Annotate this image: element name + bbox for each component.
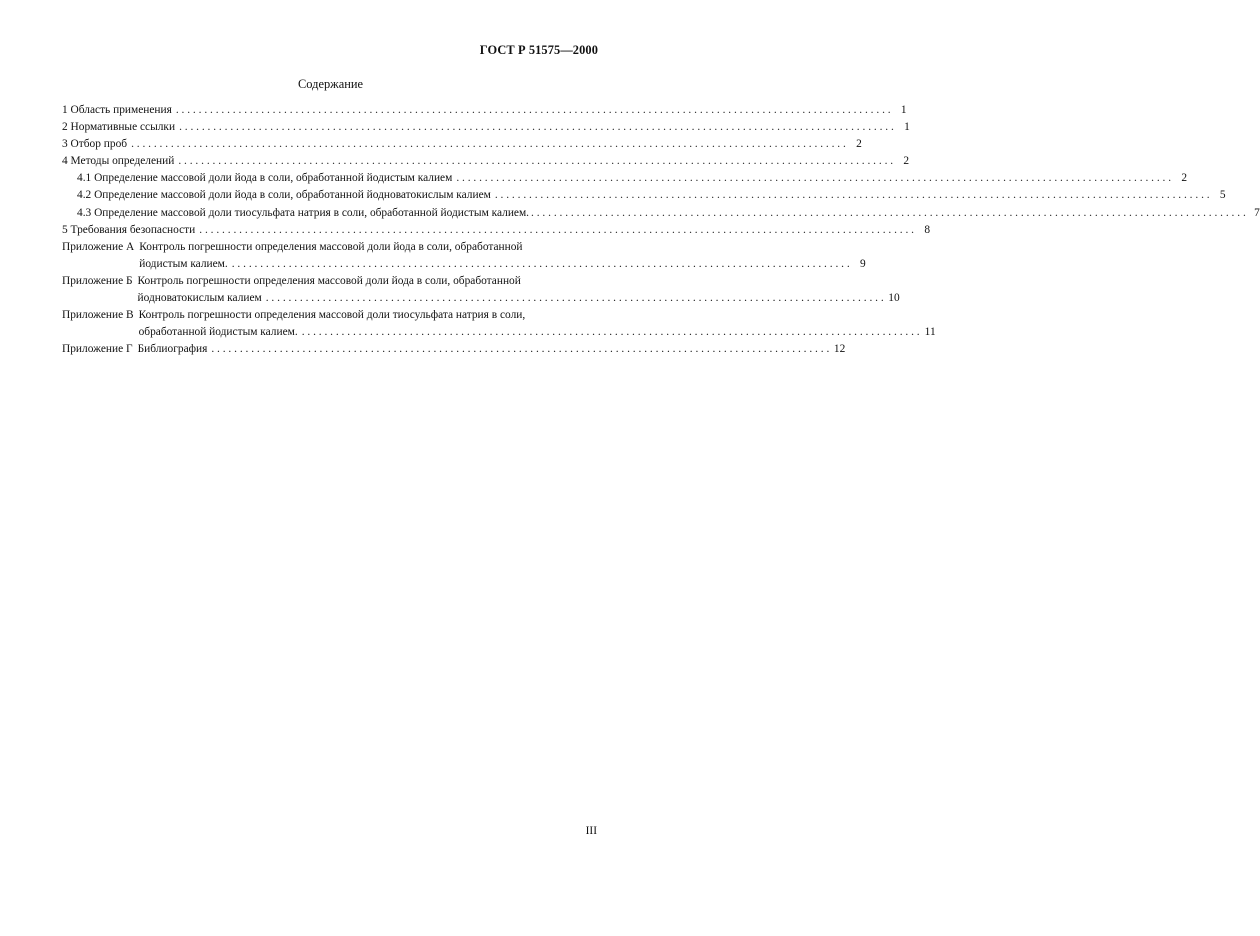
leader-dots xyxy=(211,341,829,358)
toc-appendix-v[interactable] xyxy=(62,307,936,341)
toc-entry-label: 4.3 Определение массовой доли тиосульфата натрия в соли, обработанной йодистым калием. xyxy=(77,206,530,219)
toc-entry-methods[interactable] xyxy=(62,153,910,170)
toc-entry-safety[interactable] xyxy=(62,222,931,239)
leader-dots xyxy=(178,153,893,170)
toc-entry-label: 1 Область применения xyxy=(62,104,172,116)
leader-dots xyxy=(199,222,914,239)
toc-entry-label: 4.2 Определение массовой доли йода в соли, обработанной йодноватокислым калием xyxy=(77,189,491,202)
appendix-title-line: обработанной йодистым калием. xyxy=(138,326,298,339)
toc-entry-label: 5 Требования безопасности xyxy=(62,223,196,236)
toc-entry-page: 2 xyxy=(903,155,910,168)
toc-appendix-g[interactable] xyxy=(62,341,846,358)
toc-entry-sampling[interactable] xyxy=(62,136,862,153)
appendix-title-line: Контроль погрешности определения массовой доли йода в соли, обработанной xyxy=(137,274,521,287)
toc-entry-page: 1 xyxy=(904,121,910,134)
leader-dots xyxy=(131,136,846,153)
toc-entry-4-2[interactable] xyxy=(62,187,1226,204)
toc-heading: Содержание xyxy=(298,77,363,91)
toc-appendix-a[interactable] xyxy=(62,239,866,273)
appendix-title-line: йодноватокислым калием xyxy=(137,292,262,305)
toc-entry-page: 5 xyxy=(1219,189,1226,202)
toc-entry-page: 9 xyxy=(859,257,866,270)
leader-dots xyxy=(531,205,1246,222)
toc-entry-page: 8 xyxy=(924,223,931,236)
leader-dots xyxy=(266,290,884,307)
page-number: III xyxy=(585,825,597,837)
toc-entry-page: 2 xyxy=(1181,172,1188,185)
appendix-title-line: Библиография xyxy=(137,343,208,356)
toc-entry-page: 11 xyxy=(924,326,936,339)
toc-entry-page: 12 xyxy=(833,343,846,356)
toc-entry-4-3[interactable] xyxy=(62,205,1260,222)
leader-dots xyxy=(179,119,894,136)
appendix-title-line: йодистым калием. xyxy=(139,257,228,270)
toc-entry-page: 10 xyxy=(888,292,900,305)
toc-entry-scope[interactable] xyxy=(62,102,907,119)
appendix-label: Приложение В xyxy=(62,309,134,322)
toc-appendix-b[interactable] xyxy=(62,273,900,307)
appendix-title-line: Контроль погрешности определения массовой доли тиосульфата натрия в соли, xyxy=(138,309,526,322)
toc-entry-label: 4 Методы определений xyxy=(62,155,175,168)
leader-dots xyxy=(232,256,850,273)
appendix-label: Приложение Г xyxy=(62,343,133,356)
table-of-contents xyxy=(62,102,1260,358)
toc-entry-label: 2 Нормативные ссылки xyxy=(62,121,176,134)
toc-entry-4-1[interactable] xyxy=(62,170,1188,187)
appendix-title-line: Контроль погрешности определения массовой доли йода в соли, обработанной xyxy=(139,240,523,253)
document-code: ГОСТ Р 51575—2000 xyxy=(479,43,598,57)
toc-entry-page: 2 xyxy=(856,138,862,151)
appendix-label: Приложение Б xyxy=(62,274,133,287)
leader-dots xyxy=(176,102,891,119)
toc-entry-page: 7 xyxy=(1254,206,1260,219)
toc-entry-normative-references[interactable] xyxy=(62,119,910,136)
leader-dots xyxy=(302,324,920,341)
toc-entry-page: 1 xyxy=(900,104,907,116)
toc-entry-label: 3 Отбор проб xyxy=(62,138,128,151)
leader-dots xyxy=(456,170,1171,187)
leader-dots xyxy=(495,187,1210,204)
toc-entry-label: 4.1 Определение массовой доли йода в соли, обработанной йодистым калием xyxy=(77,172,453,185)
appendix-label: Приложение А xyxy=(62,240,135,253)
